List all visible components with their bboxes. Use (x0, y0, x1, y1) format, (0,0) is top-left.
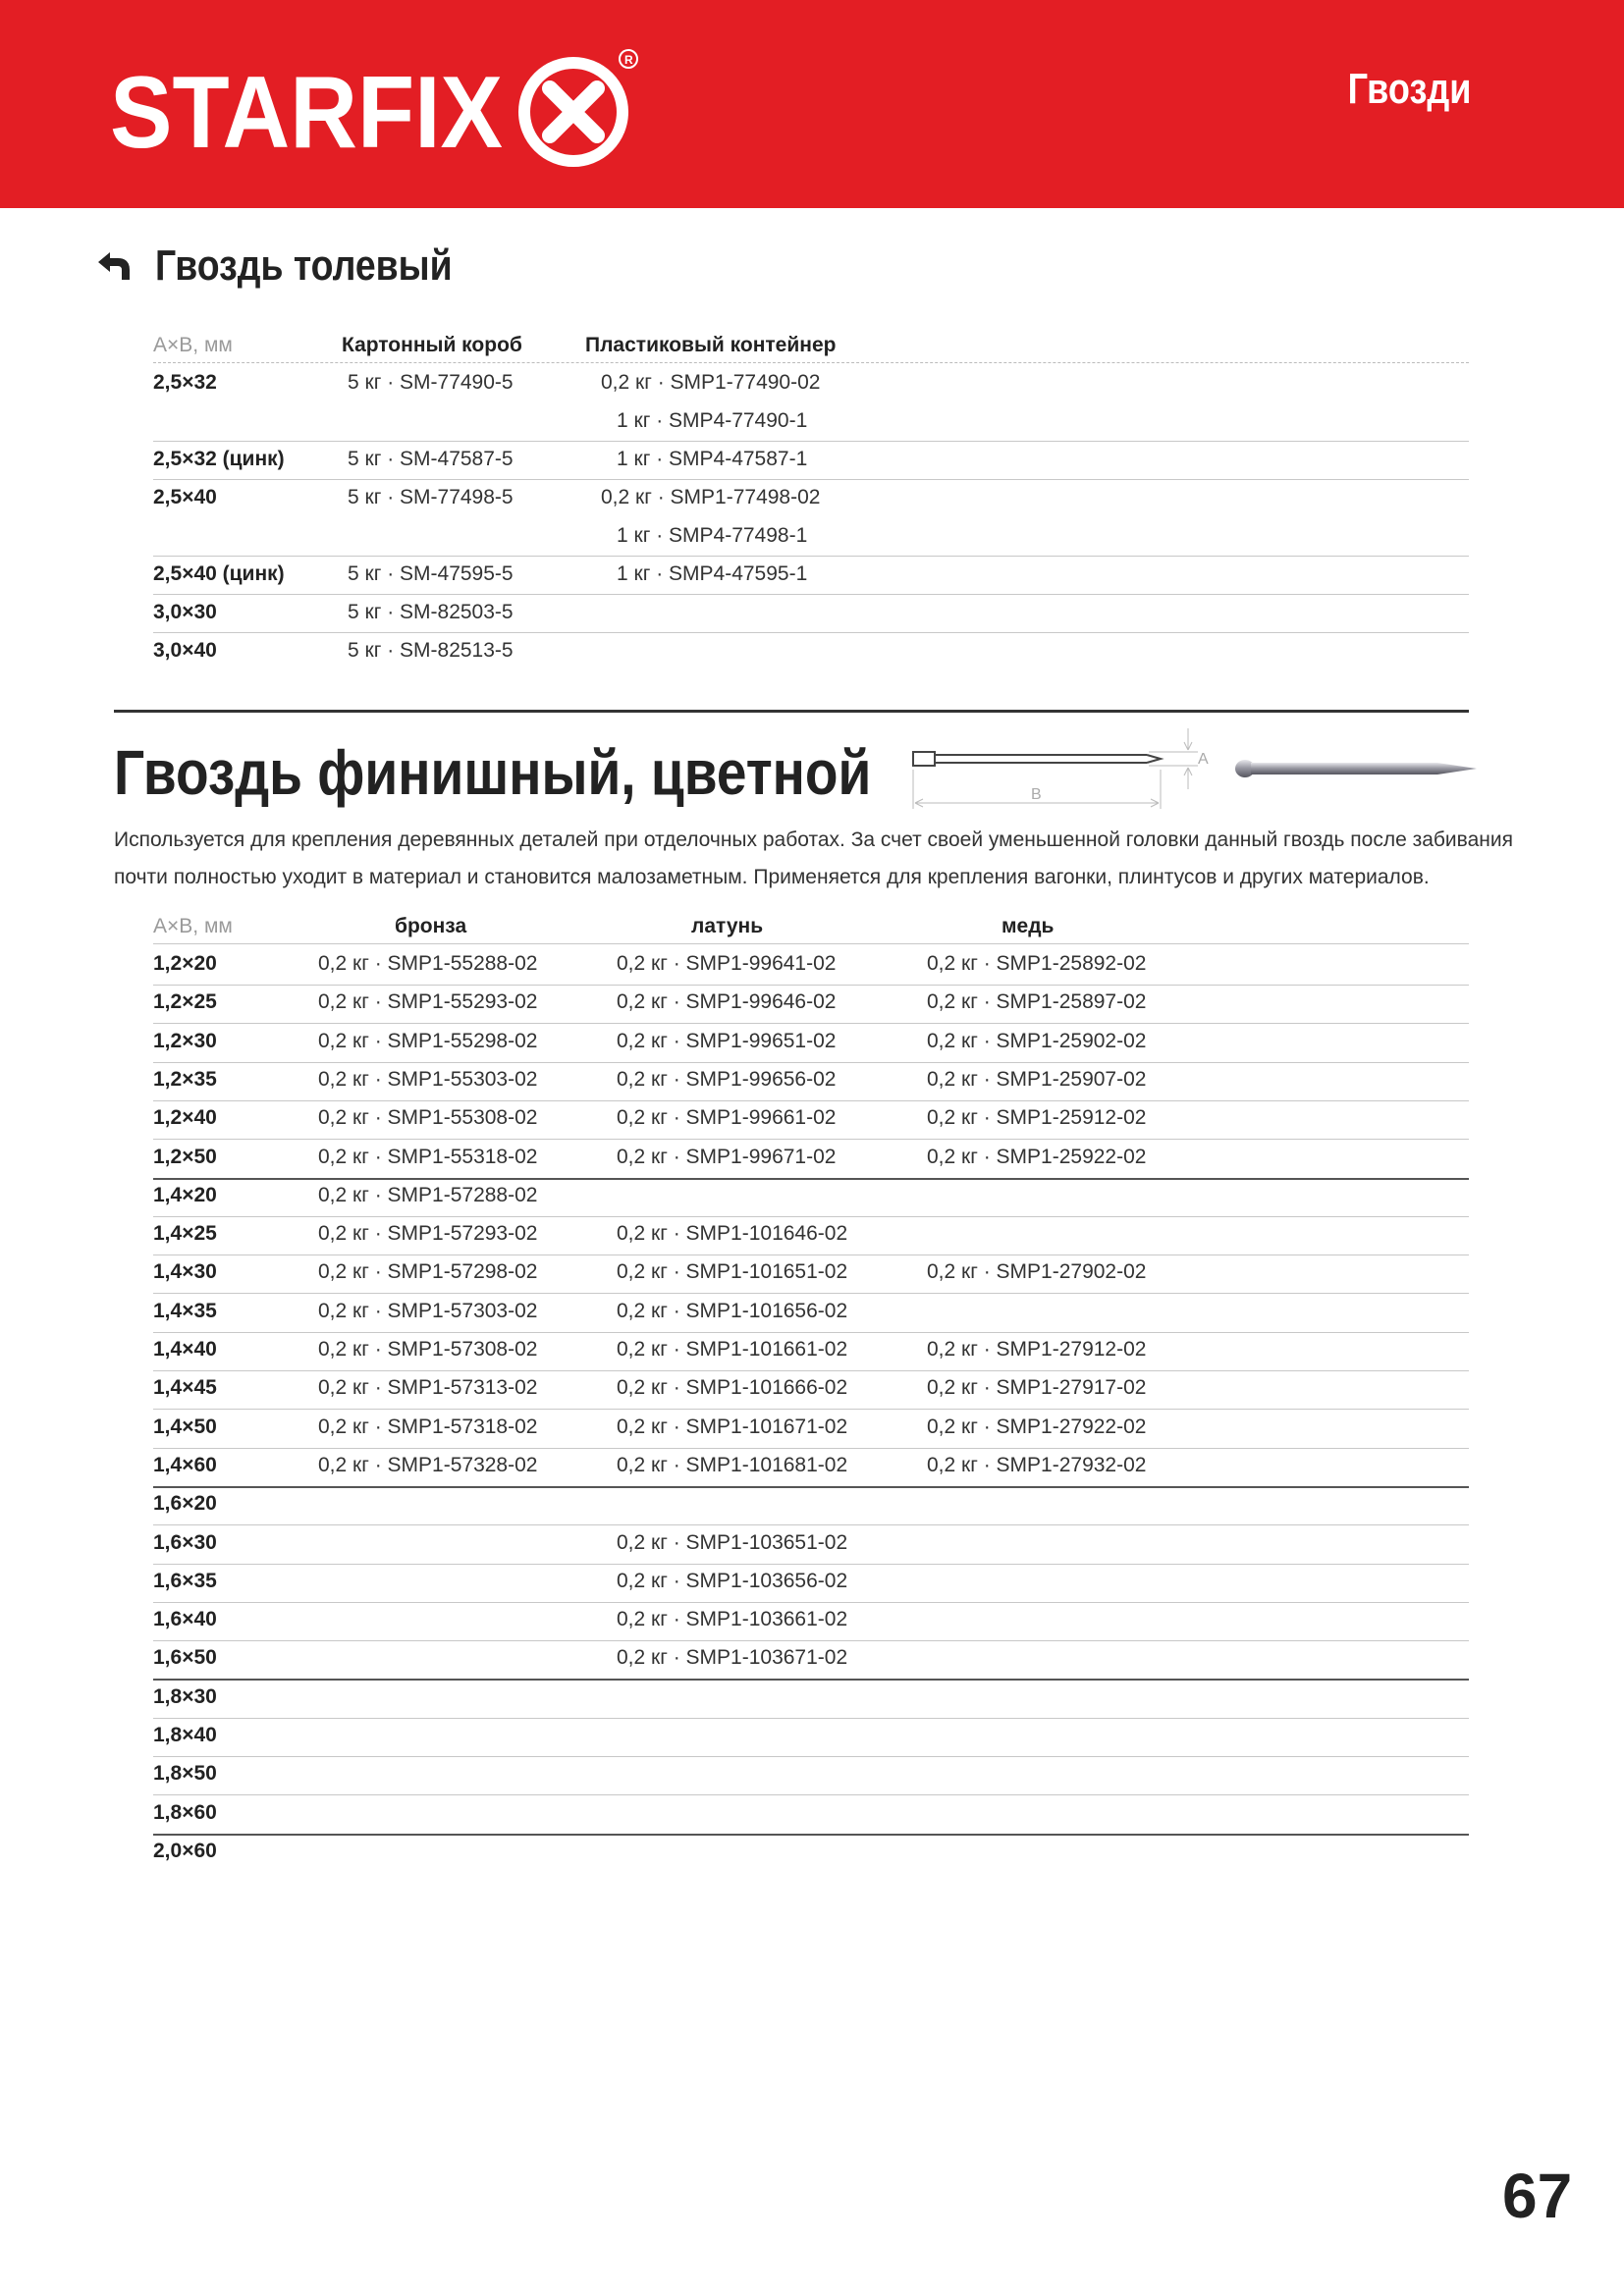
table2-bronze-cell: 0,2 кг · SMP1-55318-02 (318, 1146, 538, 1168)
table2-row-rule (153, 1409, 1469, 1410)
table1-size-cell: 2,5×40 (цинк) (153, 562, 285, 585)
table1-size-cell: 2,5×40 (153, 486, 217, 508)
table2-row-rule (153, 1139, 1469, 1140)
table2-row-rule (153, 1332, 1469, 1333)
table1-row-rule (153, 556, 1469, 557)
table2-row-rule (153, 1100, 1469, 1101)
svg-text:STARFIX: STARFIX (110, 56, 503, 167)
nail-photo (1233, 752, 1479, 785)
table2-row-rule (153, 1178, 1469, 1180)
table2-brass-cell: 0,2 кг · SMP1-101646-02 (617, 1222, 848, 1245)
table2-size-cell: 2,0×60 (153, 1840, 217, 1862)
table2-row-rule (153, 1794, 1469, 1795)
table2-bronze-cell: 0,2 кг · SMP1-57288-02 (318, 1184, 538, 1206)
table2-bronze-cell: 0,2 кг · SMP1-55288-02 (318, 952, 538, 975)
table1-plastic-cell: 0,2 кг · SMP1-77498-02 (601, 486, 821, 508)
table2-bronze-cell: 0,2 кг · SMP1-57328-02 (318, 1454, 538, 1476)
table2-brass-cell: 0,2 кг · SMP1-103661-02 (617, 1608, 848, 1630)
section1-title-text: Гвоздь толевый (155, 241, 453, 290)
section2-title: Гвоздь финишный, цветной (114, 737, 872, 808)
table2-brass-cell: 0,2 кг · SMP1-99651-02 (617, 1030, 837, 1052)
table2-size-cell: 1,6×30 (153, 1531, 217, 1554)
table2-bronze-cell: 0,2 кг · SMP1-55303-02 (318, 1068, 538, 1091)
table1-size-cell: 2,5×32 (цинк) (153, 448, 285, 470)
table2-copper-cell: 0,2 кг · SMP1-27912-02 (927, 1338, 1147, 1361)
table2-size-cell: 1,6×50 (153, 1646, 217, 1669)
table1-carton-cell: 5 кг · SM-47587-5 (348, 448, 514, 470)
header-bar (0, 0, 1624, 208)
table2-brass-cell: 0,2 кг · SMP1-99646-02 (617, 990, 837, 1013)
svg-text:A: A (1198, 751, 1209, 768)
table2-header-rule (153, 943, 1469, 944)
table2-size-cell: 1,8×30 (153, 1685, 217, 1708)
table2-row-rule (153, 1834, 1469, 1836)
table2-size-cell: 1,4×35 (153, 1300, 217, 1322)
table2-bronze-cell: 0,2 кг · SMP1-55308-02 (318, 1106, 538, 1129)
table2-copper-cell: 0,2 кг · SMP1-27917-02 (927, 1376, 1147, 1399)
table2-row-rule (153, 1756, 1469, 1757)
description-line-2: почти полностью уходит в материал и становится малозаметным. Применяется для крепления вагонки, плинтусов и других материалов. (114, 866, 1430, 888)
back-arrow-icon (96, 250, 134, 282)
starfix-logo (110, 49, 640, 167)
table1-header-carton: Картонный короб (342, 334, 522, 356)
section-divider (114, 710, 1469, 713)
table2-row-rule (153, 1718, 1469, 1719)
page-number: 67 (1502, 2161, 1573, 2231)
table2-row-rule (153, 1602, 1469, 1603)
table1-plastic-cell: 1 кг · SMP4-77490-1 (617, 409, 808, 432)
table2-size-cell: 1,6×35 (153, 1570, 217, 1592)
table2-size-cell: 1,4×30 (153, 1260, 217, 1283)
svg-text:R: R (624, 53, 633, 67)
table1-plastic-cell: 1 кг · SMP4-77498-1 (617, 524, 808, 547)
table2-brass-cell: 0,2 кг · SMP1-99641-02 (617, 952, 837, 975)
table1-carton-cell: 5 кг · SM-77490-5 (348, 371, 514, 394)
svg-text:B: B (1031, 786, 1042, 803)
table2-copper-cell: 0,2 кг · SMP1-27932-02 (927, 1454, 1147, 1476)
description-line-1: Используется для крепления деревянных деталей при отделочных работах. За счет своей уменьшенной головки данный гвоздь после забивания (114, 828, 1513, 851)
table2-row-rule (153, 1564, 1469, 1565)
table1-header-size: A×B, мм (153, 334, 233, 356)
table2-size-cell: 1,2×25 (153, 990, 217, 1013)
table1-plastic-cell: 0,2 кг · SMP1-77490-02 (601, 371, 821, 394)
table2-size-cell: 1,4×40 (153, 1338, 217, 1361)
table1-carton-cell: 5 кг · SM-47595-5 (348, 562, 514, 585)
table2-brass-cell: 0,2 кг · SMP1-103656-02 (617, 1570, 848, 1592)
table2-size-cell: 1,2×35 (153, 1068, 217, 1091)
table2-bronze-cell: 0,2 кг · SMP1-57308-02 (318, 1338, 538, 1361)
table2-row-rule (153, 1486, 1469, 1488)
table2-brass-cell: 0,2 кг · SMP1-101651-02 (617, 1260, 848, 1283)
table2-row-rule (153, 1293, 1469, 1294)
table2-bronze-cell: 0,2 кг · SMP1-55298-02 (318, 1030, 538, 1052)
table1-header-rule (153, 362, 1469, 363)
table2-brass-cell: 0,2 кг · SMP1-101681-02 (617, 1454, 848, 1476)
table2-bronze-cell: 0,2 кг · SMP1-57293-02 (318, 1222, 538, 1245)
table2-brass-cell: 0,2 кг · SMP1-101666-02 (617, 1376, 848, 1399)
table2-bronze-cell: 0,2 кг · SMP1-57303-02 (318, 1300, 538, 1322)
nail-dimension-drawing (903, 724, 1227, 813)
table2-brass-cell: 0,2 кг · SMP1-99671-02 (617, 1146, 837, 1168)
table2-brass-cell: 0,2 кг · SMP1-103651-02 (617, 1531, 848, 1554)
table2-size-cell: 1,6×20 (153, 1492, 217, 1515)
header-category: Гвозди (1347, 65, 1471, 113)
table2-brass-cell: 0,2 кг · SMP1-103671-02 (617, 1646, 848, 1669)
table2-brass-cell: 0,2 кг · SMP1-101671-02 (617, 1415, 848, 1438)
table2-copper-cell: 0,2 кг · SMP1-25922-02 (927, 1146, 1147, 1168)
table1-carton-cell: 5 кг · SM-82503-5 (348, 601, 514, 623)
table2-size-cell: 1,2×40 (153, 1106, 217, 1129)
table2-size-cell: 1,8×40 (153, 1724, 217, 1746)
table2-copper-cell: 0,2 кг · SMP1-25907-02 (927, 1068, 1147, 1091)
table2-bronze-cell: 0,2 кг · SMP1-57298-02 (318, 1260, 538, 1283)
table1-size-cell: 3,0×30 (153, 601, 217, 623)
table2-header-bronze: бронза (395, 915, 467, 937)
table1-header-plastic: Пластиковый контейнер (585, 334, 837, 356)
table1-plastic-cell: 1 кг · SMP4-47595-1 (617, 562, 808, 585)
table2-row-rule (153, 1679, 1469, 1681)
table2-bronze-cell: 0,2 кг · SMP1-55293-02 (318, 990, 538, 1013)
table2-size-cell: 1,4×60 (153, 1454, 217, 1476)
table1-row-rule (153, 479, 1469, 480)
table2-header-size: A×B, мм (153, 915, 233, 937)
table1-size-cell: 3,0×40 (153, 639, 217, 662)
table2-row-rule (153, 1524, 1469, 1525)
table2-brass-cell: 0,2 кг · SMP1-101661-02 (617, 1338, 848, 1361)
table2-size-cell: 1,8×60 (153, 1801, 217, 1824)
table2-header-copper: медь (1001, 915, 1055, 937)
table1-plastic-cell: 1 кг · SMP4-47587-1 (617, 448, 808, 470)
table2-row-rule (153, 1023, 1469, 1024)
table2-size-cell: 1,2×30 (153, 1030, 217, 1052)
table2-row-rule (153, 1370, 1469, 1371)
table2-size-cell: 1,8×50 (153, 1762, 217, 1785)
table1-row-rule (153, 441, 1469, 442)
table2-brass-cell: 0,2 кг · SMP1-99656-02 (617, 1068, 837, 1091)
table2-copper-cell: 0,2 кг · SMP1-27922-02 (927, 1415, 1147, 1438)
table2-row-rule (153, 1216, 1469, 1217)
table2-row-rule (153, 985, 1469, 986)
table2-size-cell: 1,2×50 (153, 1146, 217, 1168)
table2-size-cell: 1,4×45 (153, 1376, 217, 1399)
table2-copper-cell: 0,2 кг · SMP1-25902-02 (927, 1030, 1147, 1052)
table2-size-cell: 1,2×20 (153, 952, 217, 975)
section1-title (96, 241, 505, 291)
table2-size-cell: 1,4×20 (153, 1184, 217, 1206)
table2-row-rule (153, 1448, 1469, 1449)
table2-size-cell: 1,6×40 (153, 1608, 217, 1630)
table1-carton-cell: 5 кг · SM-77498-5 (348, 486, 514, 508)
table2-size-cell: 1,4×25 (153, 1222, 217, 1245)
table1-carton-cell: 5 кг · SM-82513-5 (348, 639, 514, 662)
table2-copper-cell: 0,2 кг · SMP1-25897-02 (927, 990, 1147, 1013)
table2-bronze-cell: 0,2 кг · SMP1-57318-02 (318, 1415, 538, 1438)
table2-row-rule (153, 1640, 1469, 1641)
table2-copper-cell: 0,2 кг · SMP1-25892-02 (927, 952, 1147, 975)
table2-header-brass: латунь (691, 915, 764, 937)
table2-bronze-cell: 0,2 кг · SMP1-57313-02 (318, 1376, 538, 1399)
table2-row-rule (153, 1062, 1469, 1063)
table2-size-cell: 1,4×50 (153, 1415, 217, 1438)
table1-size-cell: 2,5×32 (153, 371, 217, 394)
table2-brass-cell: 0,2 кг · SMP1-101656-02 (617, 1300, 848, 1322)
table2-brass-cell: 0,2 кг · SMP1-99661-02 (617, 1106, 837, 1129)
table1-row-rule (153, 632, 1469, 633)
table2-copper-cell: 0,2 кг · SMP1-27902-02 (927, 1260, 1147, 1283)
table2-copper-cell: 0,2 кг · SMP1-25912-02 (927, 1106, 1147, 1129)
table1-row-rule (153, 594, 1469, 595)
